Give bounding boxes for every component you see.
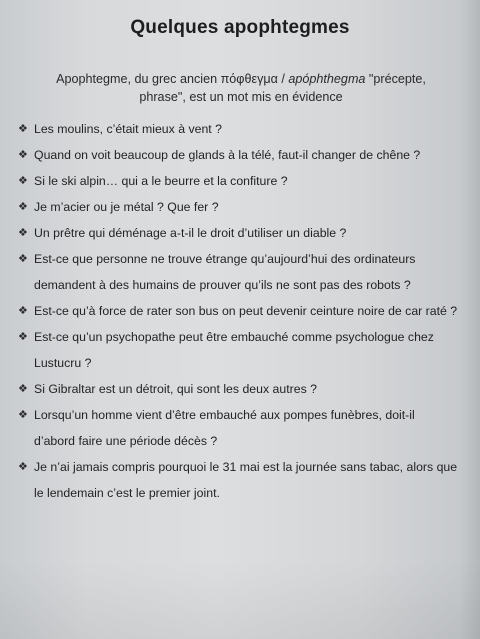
list-item-line: Si Gibraltar est un détroit, qui sont les deux autres ? <box>34 382 317 396</box>
list-item <box>18 168 480 194</box>
intro-greek-word: πόφθεγμα <box>220 72 278 86</box>
intro-paragraph <box>36 70 446 106</box>
diamond-bullet-icon: ❖ <box>18 461 28 473</box>
list-item-line: le lendemain c’est le premier joint. <box>34 486 220 500</box>
diamond-bullet-icon: ❖ <box>18 123 28 135</box>
list-item <box>18 454 480 506</box>
intro-text-start: Apophtegme, du grec ancien <box>56 72 221 86</box>
list-item-line: Je m’acier ou je métal ? Que fer ? <box>34 200 219 214</box>
list-item-line: Je n’ai jamais compris pourquoi le 31 mai est la journée sans tabac, alors que <box>34 460 458 474</box>
list-item <box>18 194 480 220</box>
diamond-bullet-icon: ❖ <box>18 305 28 317</box>
diamond-bullet-icon: ❖ <box>18 253 28 265</box>
diamond-bullet-icon: ❖ <box>18 149 28 161</box>
list-item-line: Est-ce que personne ne trouve étrange qu’aujourd’hui des ordinateurs <box>34 252 416 266</box>
list-item <box>18 142 480 168</box>
intro-transliteration: apóphthegma <box>288 72 366 86</box>
list-item <box>18 116 480 142</box>
list-item-line: Est-ce qu’à force de rater son bus on peut devenir ceinture noire de car raté ? <box>34 304 458 318</box>
list-item <box>18 246 480 298</box>
intro-line-2: phrase", est un mot mis en évidence <box>139 90 343 104</box>
list-item-line: Est-ce qu’un psychopathe peut être embauché comme psychologue chez <box>34 330 434 344</box>
list-item-line: demandent à des humains de prouver qu’ils ne sont pas des robots ? <box>34 278 411 292</box>
diamond-bullet-icon: ❖ <box>18 331 28 343</box>
list-item-line: Quand on voit beaucoup de glands à la télé, faut-il changer de chêne ? <box>34 148 421 162</box>
list-item-line: d’abord faire une période décès ? <box>34 434 218 448</box>
intro-text-end: "précepte, <box>365 72 426 86</box>
list-item <box>18 376 480 402</box>
list-item-line: Lorsqu’un homme vient d’être embauché aux pompes funèbres, doit-il <box>34 408 415 422</box>
diamond-bullet-icon: ❖ <box>18 409 28 421</box>
list-item-line: Lustucru ? <box>34 356 92 370</box>
list-item-line: Si le ski alpin… qui a le beurre et la confiture ? <box>34 174 288 188</box>
page-edge-shadow <box>460 0 480 639</box>
list-item <box>18 220 480 246</box>
list-item <box>18 324 480 376</box>
list-item-line: Les moulins, c’était mieux à vent ? <box>34 122 222 136</box>
list-item-line: Un prêtre qui déménage a-t-il le droit d’utiliser un diable ? <box>34 226 347 240</box>
intro-separator: / <box>277 72 289 86</box>
diamond-bullet-icon: ❖ <box>18 175 28 187</box>
page-title: Quelques apophtegmes <box>130 17 350 38</box>
diamond-bullet-icon: ❖ <box>18 227 28 239</box>
list-item <box>18 298 480 324</box>
diamond-bullet-icon: ❖ <box>18 383 28 395</box>
list-item <box>18 402 480 454</box>
apophthegm-list <box>18 116 480 506</box>
diamond-bullet-icon: ❖ <box>18 201 28 213</box>
